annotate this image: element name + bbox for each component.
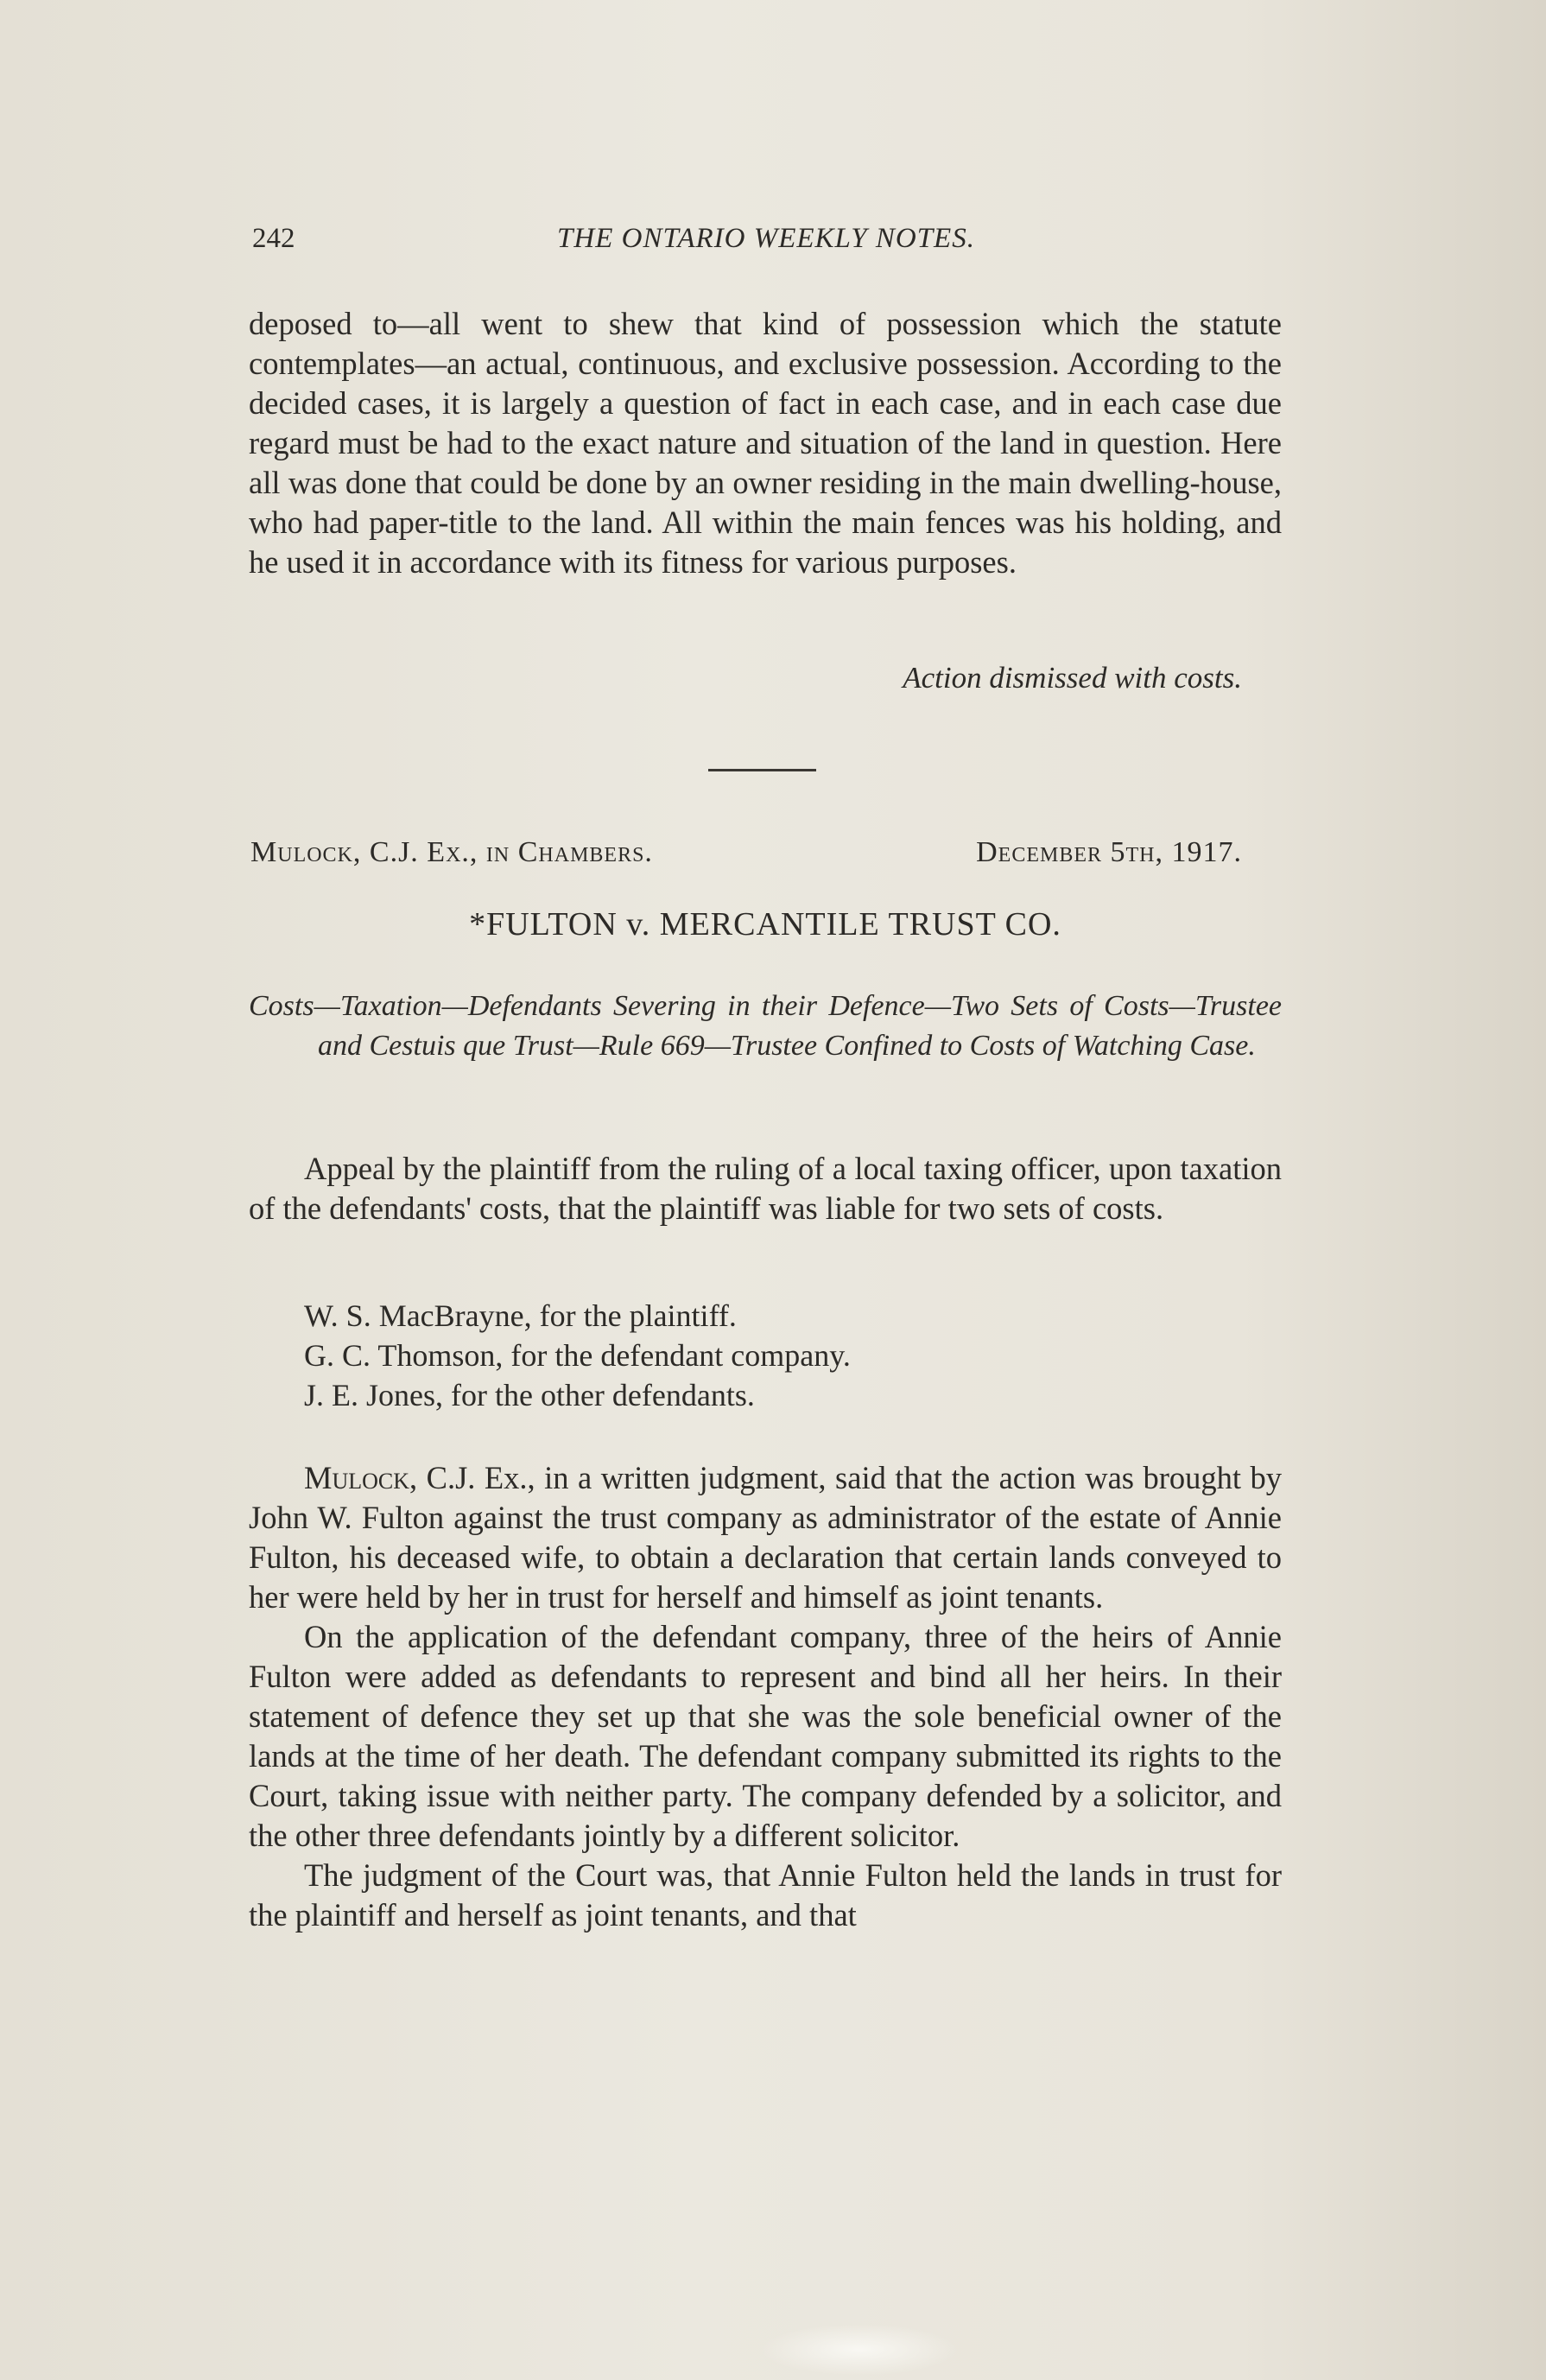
counsel-list: [304, 1296, 1254, 1415]
section-divider: [708, 769, 816, 771]
judgment-paragraph-1: [249, 1458, 1282, 1617]
result-line: Action dismissed with costs.: [903, 661, 1242, 695]
headnote: Costs—Taxation—Defendants Severing in their Defence—Two Sets of Costs—Trustee and Cestuis que Trust—Rule 669—Trustee Confined to Costs of Watching Case.: [249, 990, 1282, 1062]
judgment-paragraph-3: The judgment of the Court was, that Annie Fulton held the lands in trust for the plaintiff and herself as joint tenants, and that: [249, 1857, 1282, 1933]
counsel-plaintiff: W. S. MacBrayne, for the plaintiff.: [304, 1298, 737, 1333]
counsel-defendant-company: G. C. Thomson, for the defendant company.: [304, 1338, 851, 1373]
running-head: [252, 223, 1280, 266]
counsel-other-defendants: J. E. Jones, for the other defendants.: [304, 1378, 755, 1412]
case-title: *FULTON v. MERCANTILE TRUST CO.: [469, 906, 1061, 942]
continued-paragraph: deposed to—all went to shew that kind of possession which the statute contemplates—an actual, continuous, and exclusive possession. According to the decided cases, it is largely a question of fact in each case, and in each case due regard must be had to the exact nature and situation of the land in question. Here all was done that could be done by an owner residing in the main dwelling-house, who had paper-title to the land. All within the main fences was his holding, and he used it in accordance with its fitness for various purposes.: [249, 306, 1282, 580]
judgment-paragraph-2: On the application of the defendant company, three of the heirs of Annie Fulton were added as defendants to represent and bind all her heirs. In their statement of defence they set up that she was the sole beneficial owner of the lands at the time of her death. The defendant company submitted its rights to the Court, taking issue with neither party. The company defended by a solicitor, and the other three defendants jointly by a different solicitor.: [249, 1619, 1282, 1853]
judge-name: Mulock: [304, 1460, 410, 1495]
judgment-date: December 5th, 1917.: [976, 836, 1242, 868]
judgment-text: [249, 1458, 1282, 1935]
journal-title: THE ONTARIO WEEKLY NOTES.: [557, 223, 975, 254]
continued-text: [249, 304, 1282, 582]
appeal-paragraph: Appeal by the plaintiff from the ruling of a local taxing officer, upon taxation of the defendants' costs, that the plaintiff was liable for two sets of costs.: [249, 1151, 1282, 1226]
paper-smudge: [760, 2324, 959, 2376]
page-number: 242: [252, 223, 295, 254]
judge-chambers: Mulock, C.J. Ex., in Chambers.: [250, 836, 653, 868]
appeal-text: [249, 1149, 1282, 1228]
judgment-paragraph-1-text: , C.J. Ex., in a written judgment, said that the action was brought by John W. Fulton against the trust company as administrator of the estate of Annie Fulton, his deceased wife, to obtain a declaration that certain lands conveyed to her were held by her in trust for herself and himself as joint tenants.: [249, 1460, 1282, 1615]
